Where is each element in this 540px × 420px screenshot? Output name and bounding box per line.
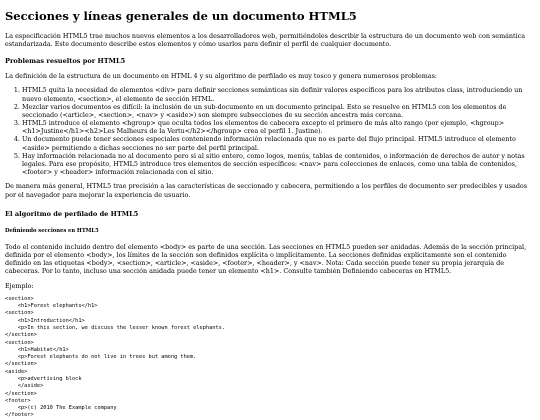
- problems-list: [5, 86, 532, 176]
- closing-paragraph: De manera más general, HTML5 trae precisión a las características de seccionado y cabecera, permitiendo a los perfiles de documento ser predecibles y usados por el navegador para mejorar la experiencia de usuario.: [5, 182, 528, 199]
- list-item: 1. HTML5 quita la necesidad de elementos <div> para definir secciones semánticas sin definir valores específicos para los atributos class, introduciendo un nuevo elemento, <section>, el elemento de sección HTML.: [22, 86, 532, 102]
- list-item: 3. HTML5 introduce el elemento <hgroup> que oculta todos los elementos de cabecera excepto el primero de más alto rango (por ejemplo, <hgroup><h1>Justine</h1><h2>Les Malheurs de la Vertu</h2></hgroup> crea el perfil 1. Justine).: [22, 119, 532, 135]
- list-item: 2. Mezclar varios documentos es difícil: la inclusión de un sub-documento en un documento principal. Esto se resuelve en HTML5 con los elementos de seccionado (<article>, <section>, <nav> y <aside>) son siempre subsecciones de su sección ancestra más cercana.: [22, 103, 532, 119]
- code-example: <section> <h1>Forest elephants</h1> <section> <h1>Introduction</h1> <p>In this section, we discuss the lesser known forest elephants. </section> <section> <h1>Habitat</h1> <p>Forest elephants do not live in trees but among them. </section> <aside> <p>advertising block </aside> </section> <footer> <p>(c) 2010 The Example company </footer>: [5, 295, 226, 419]
- example-label: Ejemplo:: [5, 281, 34, 290]
- subheading-defining-sections: Definiendo secciones en HTML5: [5, 227, 99, 234]
- list-item: 5. Hay información relacionada no al documento pero si al sitio entero, como logos, menús, tablas de contenidos, o información de derechos de autor y notas legales. Para ese propósito, HTML5 introduce tres elementos de sección específicos: <nav> para colecciones de enlaces, como una tabla de contenidos, <footer> y <header> información relacionada con el sitio.: [22, 152, 532, 177]
- problems-lead-paragraph: La definición de la estructura de un documento en HTML 4 y su algoritmo de perfilado es muy tosco y genera numerosos problemas:: [5, 72, 438, 81]
- intro-paragraph: La especificación HTML5 trae muchos nuevos elementos a los desarrolladores web, permitiéndoles describir la estructura de un documento web con semántica estandarizada. Este documento describe estos elementos y cómo usarlos para definir el perfil de cualquier documento.: [5, 31, 526, 48]
- section-heading-algorithm: El algoritmo de perfilado de HTML5: [5, 209, 139, 218]
- list-item: 4. Un documento puede tener secciones especiales conteniendo información relacionada que no es parte del flujo principal. HTML5 introduce el elemento <aside> permitiendo a dichas secciones no ser parte del perfil principal.: [22, 135, 532, 151]
- section-heading-problems: Problemas resueltos por HTML5: [5, 57, 126, 66]
- page-title: Secciones y líneas generales de un documento HTML5: [5, 9, 357, 23]
- defining-sections-paragraph: Todo el contenido incluido dentro del elemento <body> es parte de una sección. Las secciones en HTML5 pueden ser anidadas. Además de la sección principal, definida por el elemento <body>, los límites de la sección son definidos explícita o implícitamente. La secciones definidas explícitamente son el contenido definido en las etiquetas <body>, <section>, <article>, <aside>, <footer>, <header>, y <nav>. Nota: Cada sección puede tener su propia jerarquía de cabeceras. Por lo tanto, incluso una sección anidada puede tener un elemento <h1>. Consulte también Definiendo cabeceras en HTML5.: [5, 242, 527, 276]
